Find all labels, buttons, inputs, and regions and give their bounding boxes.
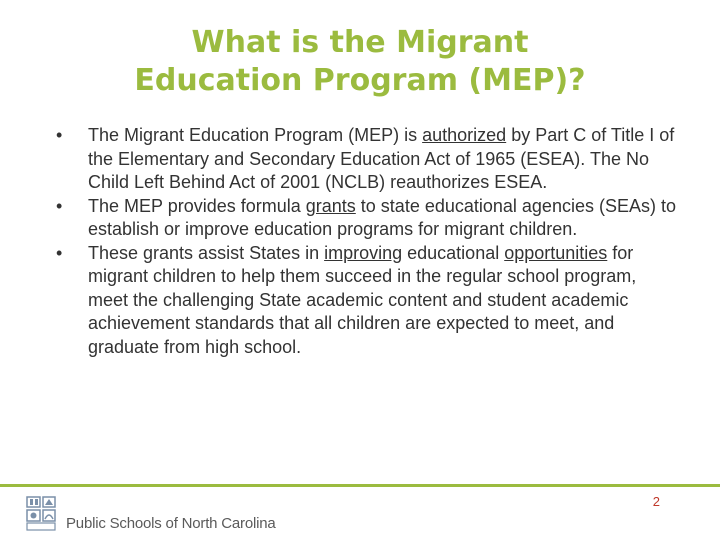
slide-title-line-2: Education Program (MEP)? <box>134 63 586 98</box>
state-seal-logo-icon <box>26 496 66 532</box>
bullet-text: by Part C of Title I of the Elementary and Secondary Education Act of 1965 (ESEA). The No Child Left Behind Act of 2001 (NCLB) reauthorizes ESEA. <box>88 125 675 192</box>
bullet-text: The MEP provides formula <box>88 195 306 216</box>
footer-divider <box>0 484 720 487</box>
bullet-text: The Migrant Education Program (MEP) is <box>88 125 423 145</box>
bullet-item <box>56 124 676 195</box>
bullet-link-grants[interactable]: grants <box>305 195 356 216</box>
page-number: 2 <box>652 494 660 509</box>
bullet-link-authorized[interactable]: authorized <box>422 125 507 145</box>
bullet-text: for migrant children to help them succeed in the regular school program, meet the challenging State academic content and student academic achievement standards that all children are expected to meet, and graduate from high school. <box>88 242 637 357</box>
bullet-link-improving[interactable]: improving <box>324 242 403 263</box>
bullet-text: to state educational agencies (SEAs) to establish or improve education programs for migrant children. <box>88 195 676 239</box>
bullet-list <box>56 124 676 359</box>
bullet-marker: • <box>56 195 63 216</box>
bullet-marker: • <box>56 242 63 263</box>
bullet-link-opportunities[interactable]: opportunities <box>504 242 608 263</box>
bullet-text: These grants assist States in <box>88 242 325 263</box>
bullet-text: educational <box>402 242 505 263</box>
footer-org-name: Public Schools of North Carolina <box>66 515 276 532</box>
bullet-marker: • <box>56 125 63 145</box>
slide-title <box>0 24 720 100</box>
bullet-item <box>56 242 676 360</box>
slide-title-line-1: What is the Migrant <box>191 25 529 60</box>
bullet-item <box>56 195 676 242</box>
